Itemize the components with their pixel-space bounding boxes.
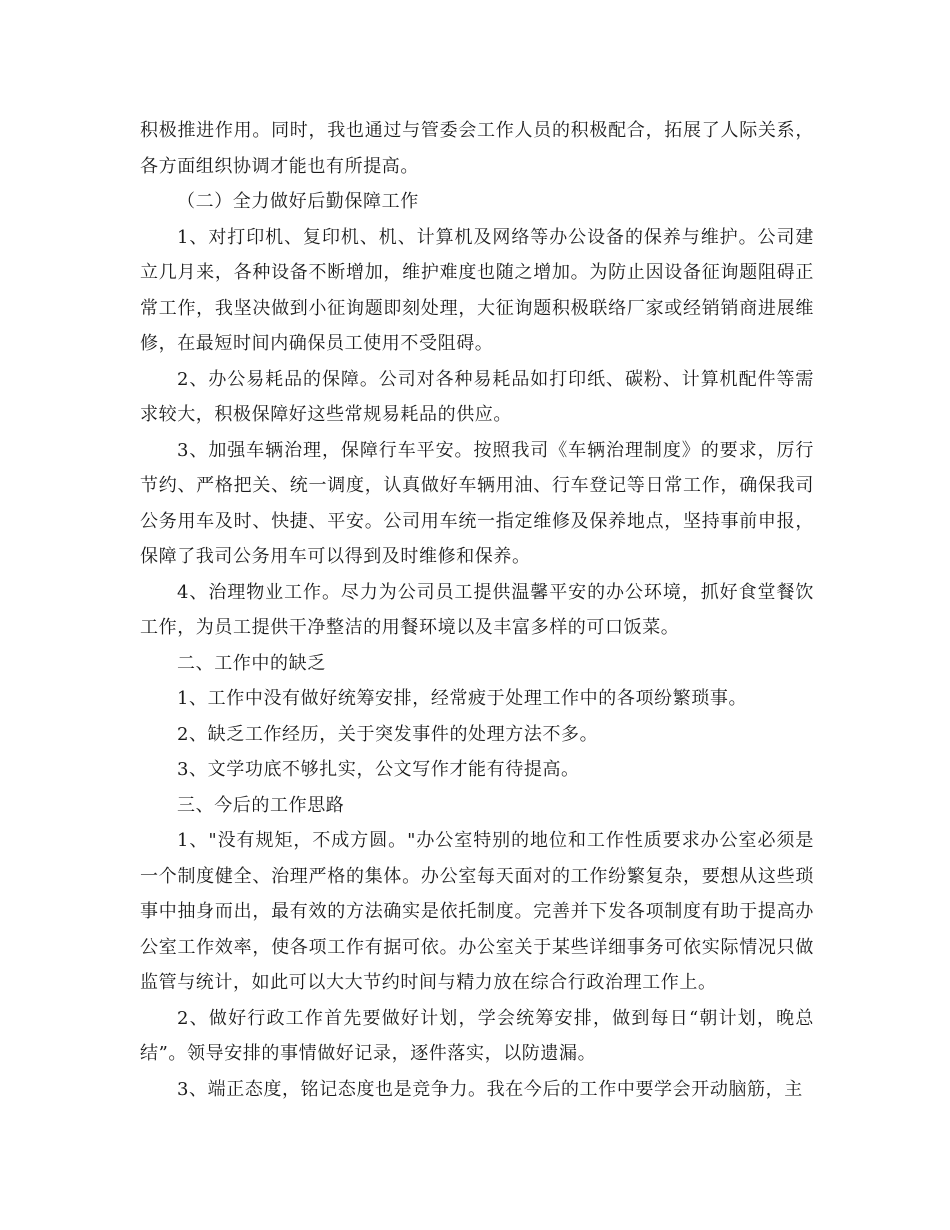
document-body: [140, 113, 814, 1107]
list-item-shortcoming-3: 3、文学功底不够扎实，公文写作才能有待提高。: [177, 759, 580, 780]
list-item-plan-1: 1、"没有规矩，不成方圆。"办公室特别的地位和工作性质要求办公室必须是一个制度健全、治理严格的集体。办公室每天面对的工作纷繁复杂，要想从这些琐事中抽身而出，最有效的方法确实是依托制度。完善并下发各项制度有助于提高办公室工作效率，使各项工作有据可依。办公室关于某些详细事务可依实际情况只做监管与统计，如此可以大大节约时间与精力放在综合行政治理工作上。: [140, 830, 814, 993]
section-heading-logistics: （二）全力做好后勤保障工作: [177, 191, 419, 212]
list-item-property-management: 4、治理物业工作。尽力为公司员工提供温馨平安的办公环境，抓好食堂餐饮工作，为员工提供干净整洁的用餐环境以及丰富多样的可口饭菜。: [140, 581, 814, 638]
body-paragraph: 积极推进作用。同时，我也通过与管委会工作人员的积极配合，拓展了人际关系，各方面组织协调才能也有所提高。: [140, 120, 814, 177]
section-heading-shortcomings: 二、工作中的缺乏: [177, 652, 326, 674]
section-heading-future-plans: 三、今后的工作思路: [177, 794, 345, 816]
list-item-shortcoming-1: 1、工作中没有做好统筹安排，经常疲于处理工作中的各项纷繁琐事。: [177, 688, 748, 709]
list-item-equipment-maintenance: 1、对打印机、复印机、机、计算机及网络等办公设备的保养与维护。公司建立几月来，各种设备不断增加，维护难度也随之增加。为防止因设备征询题阻碍正常工作，我坚决做到小征询题即刻处理，大征询题积极联络厂家或经销销商进展维修，在最短时间内确保员工使用不受阻碍。: [140, 226, 814, 354]
list-item-vehicle-management: 3、加强车辆治理，保障行车平安。按照我司《车辆治理制度》的要求，厉行节约、严格把关、统一调度，认真做好车辆用油、行车登记等日常工作，确保我司公务用车及时、快捷、平安。公司用车统一指定维修及保养地点，坚持事前申报，保障了我司公务用车可以得到及时维修和保养。: [140, 439, 814, 567]
list-item-shortcoming-2: 2、缺乏工作经历，关于突发事件的处理方法不多。: [177, 723, 599, 745]
list-item-plan-2: 2、做好行政工作首先要做好计划，学会统筹安排，做到每日“朝计划，晚总结”。领导安排的事情做好记录，逐件落实，以防遗漏。: [140, 1007, 814, 1064]
list-item-plan-3: 3、端正态度，铭记态度也是竞争力。我在今后的工作中要学会开动脑筋，主: [177, 1078, 803, 1100]
list-item-consumables: 2、办公易耗品的保障。公司对各种易耗品如打印纸、碳粉、计算机配件等需求较大，积极保障好这些常规易耗品的供应。: [140, 368, 814, 425]
